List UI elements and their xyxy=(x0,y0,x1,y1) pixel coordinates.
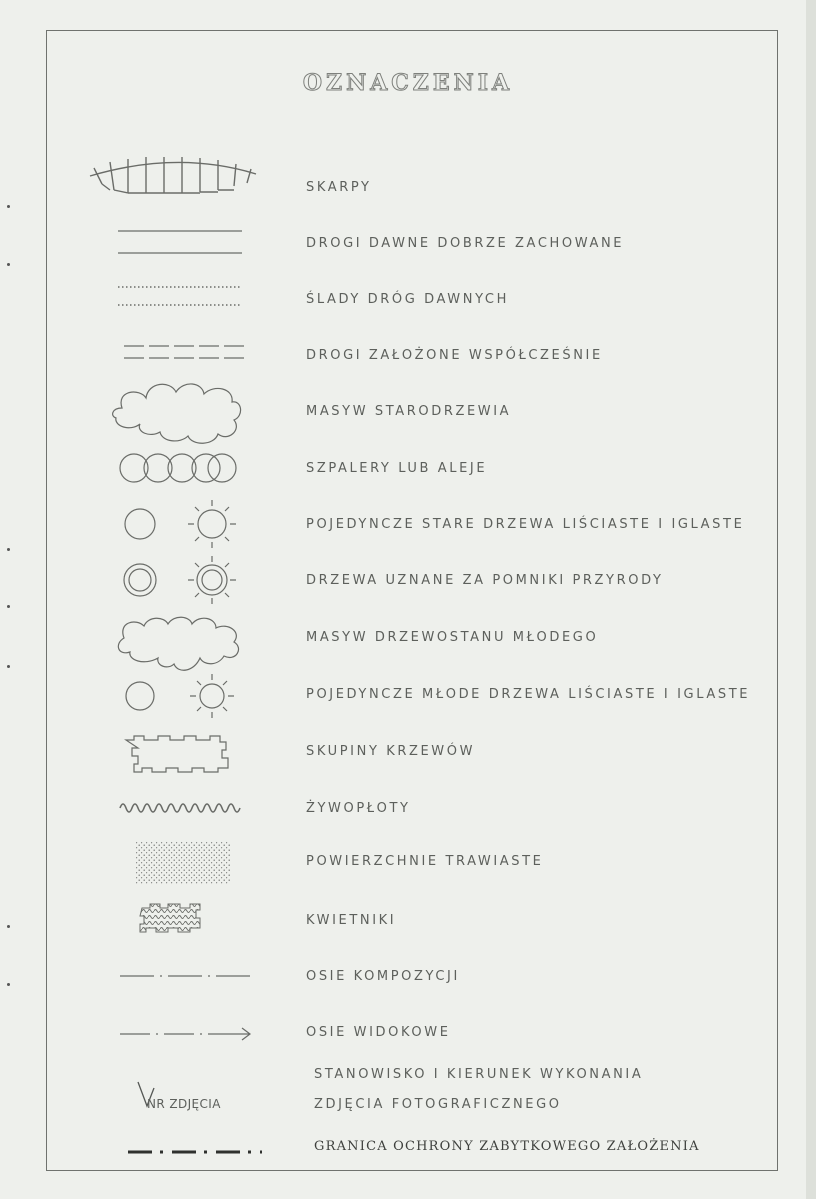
circle-chain xyxy=(88,440,278,500)
margin-mark xyxy=(7,263,10,266)
page-title: OZNACZENIA xyxy=(302,70,514,96)
legend-label: ŚLADY DRÓG DAWNYCH xyxy=(306,292,509,307)
dashed-double-line xyxy=(88,326,278,386)
dash-dot-line xyxy=(88,948,278,1008)
margin-mark xyxy=(7,605,10,608)
double-circle-and-spiked-double-circle xyxy=(88,550,278,610)
legend-label: OSIE KOMPOZYCJI xyxy=(306,969,460,984)
wave-line xyxy=(88,778,278,838)
circle-and-spiked-circle xyxy=(88,494,278,554)
patterned-block xyxy=(88,890,278,950)
legend-label: ZDJĘCIA FOTOGRAFICZNEGO xyxy=(314,1097,562,1112)
photo-symbol-text: NR ZDJĘCIA xyxy=(147,1097,221,1111)
crenellated-blob xyxy=(88,722,278,782)
legend-label: SKARPY xyxy=(306,180,372,195)
legend-label: MASYW DRZEWOSTANU MŁODEGO xyxy=(306,630,599,645)
thick-dash-dot-line xyxy=(88,1124,278,1184)
small-circle-and-small-spiked-circle xyxy=(88,666,278,726)
legend-label: DROGI ZAŁOŻONE WSPÓŁCZEŚNIE xyxy=(306,348,603,363)
dotted-double-line xyxy=(88,270,278,330)
skarpy-symbol xyxy=(88,150,278,210)
legend-label: DRZEWA UZNANE ZA POMNIKI PRZYRODY xyxy=(306,573,664,588)
legend-label: MASYW STARODRZEWIA xyxy=(306,404,512,419)
margin-mark xyxy=(7,925,10,928)
solid-double-line xyxy=(88,214,278,274)
legend-label: OSIE WIDOKOWE xyxy=(306,1025,451,1040)
legend-label: KWIETNIKI xyxy=(306,913,397,928)
legend-label: GRANICA OCHRONY ZABYTKOWEGO ZAŁOŻENIA xyxy=(314,1139,700,1154)
legend-label: STANOWISKO I KIERUNEK WYKONANIA xyxy=(314,1067,644,1082)
margin-mark xyxy=(7,205,10,208)
legend-label: POJEDYNCZE MŁODE DRZEWA LIŚCIASTE I IGLASTE xyxy=(306,687,751,702)
legend-label: SZPALERY LUB ALEJE xyxy=(306,461,488,476)
legend-label: SKUPINY KRZEWÓW xyxy=(306,744,476,759)
margin-mark xyxy=(7,983,10,986)
margin-mark xyxy=(7,548,10,551)
stippled-rectangle xyxy=(88,834,278,894)
legend-label: POWIERZCHNIE TRAWIASTE xyxy=(306,854,544,869)
page-edge xyxy=(806,0,816,1199)
legend-label: DROGI DAWNE DOBRZE ZACHOWANE xyxy=(306,236,625,251)
dash-dot-arrow xyxy=(88,1004,278,1064)
margin-mark xyxy=(7,665,10,668)
legend-label: POJEDYNCZE STARE DRZEWA LIŚCIASTE I IGLASTE xyxy=(306,517,745,532)
legend-label: ŻYWOPŁOTY xyxy=(306,801,411,816)
